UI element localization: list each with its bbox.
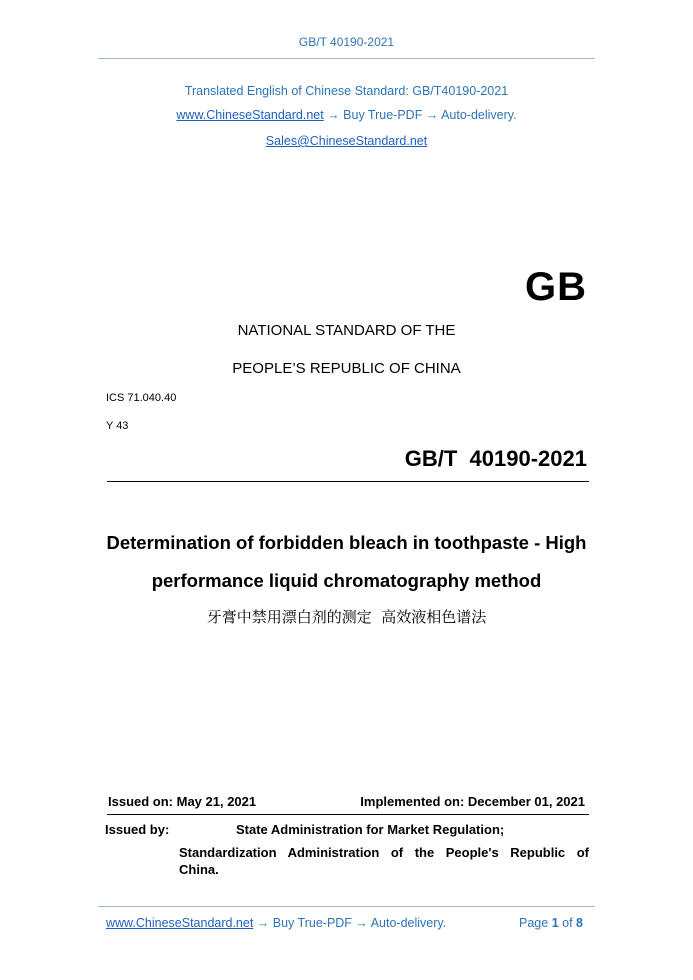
chinese-title: 牙膏中禁用漂白剂的测定 高效液相色谱法 xyxy=(206,608,487,626)
issued-on-date: Issued on: May 21, 2021 xyxy=(108,794,257,809)
site-link[interactable]: www.ChineseStandard.net xyxy=(176,108,324,122)
page-of: of xyxy=(562,916,573,930)
issued-by-label: Issued by: xyxy=(105,822,170,837)
promo-buy-text: → Buy True-PDF → Auto-delivery. xyxy=(323,108,517,122)
promo-buy-line xyxy=(0,108,693,122)
page-label: Page xyxy=(519,916,549,930)
page-total: 8 xyxy=(576,916,583,930)
footer-site-link[interactable]: www.ChineseStandard.net xyxy=(106,916,254,930)
promo-email-line xyxy=(0,134,693,148)
running-header: GB/T 40190-2021 xyxy=(298,35,395,49)
issuer-samr: State Administration for Market Regulation; xyxy=(236,822,505,837)
gb-mark: GB xyxy=(525,265,587,309)
ccs-code: Y 43 xyxy=(106,420,129,432)
footer-buy-text: → Buy True-PDF → Auto-delivery. xyxy=(253,916,447,930)
implemented-on-date: Implemented on: December 01, 2021 xyxy=(360,794,585,809)
page-indicator xyxy=(519,916,583,930)
issuer-sac-line-1: Standardization Administration of the People's Republic of xyxy=(179,845,589,860)
promo-line: Translated English of Chinese Standard: GB/T40190-2021 xyxy=(184,84,509,98)
header-rule xyxy=(98,58,595,59)
footer-buy-line xyxy=(106,916,446,930)
ics-code: ICS 71.040.40 xyxy=(106,392,177,404)
standard-code: GB/T 40190-2021 xyxy=(404,446,587,471)
english-title-line-2: performance liquid chromatography method xyxy=(151,570,542,591)
republic-line: PEOPLE’S REPUBLIC OF CHINA xyxy=(232,360,461,377)
issuer-sac-line-2: China. xyxy=(179,862,219,877)
footer-rule xyxy=(98,906,595,907)
english-title-line-1: Determination of forbidden bleach in toothpaste - High xyxy=(106,532,587,553)
national-standard-line: NATIONAL STANDARD OF THE xyxy=(237,322,456,339)
page-current: 1 xyxy=(551,916,559,930)
dates-rule xyxy=(107,814,589,815)
sales-email-link[interactable]: Sales@ChineseStandard.net xyxy=(265,134,428,148)
standard-code-rule xyxy=(107,481,589,482)
